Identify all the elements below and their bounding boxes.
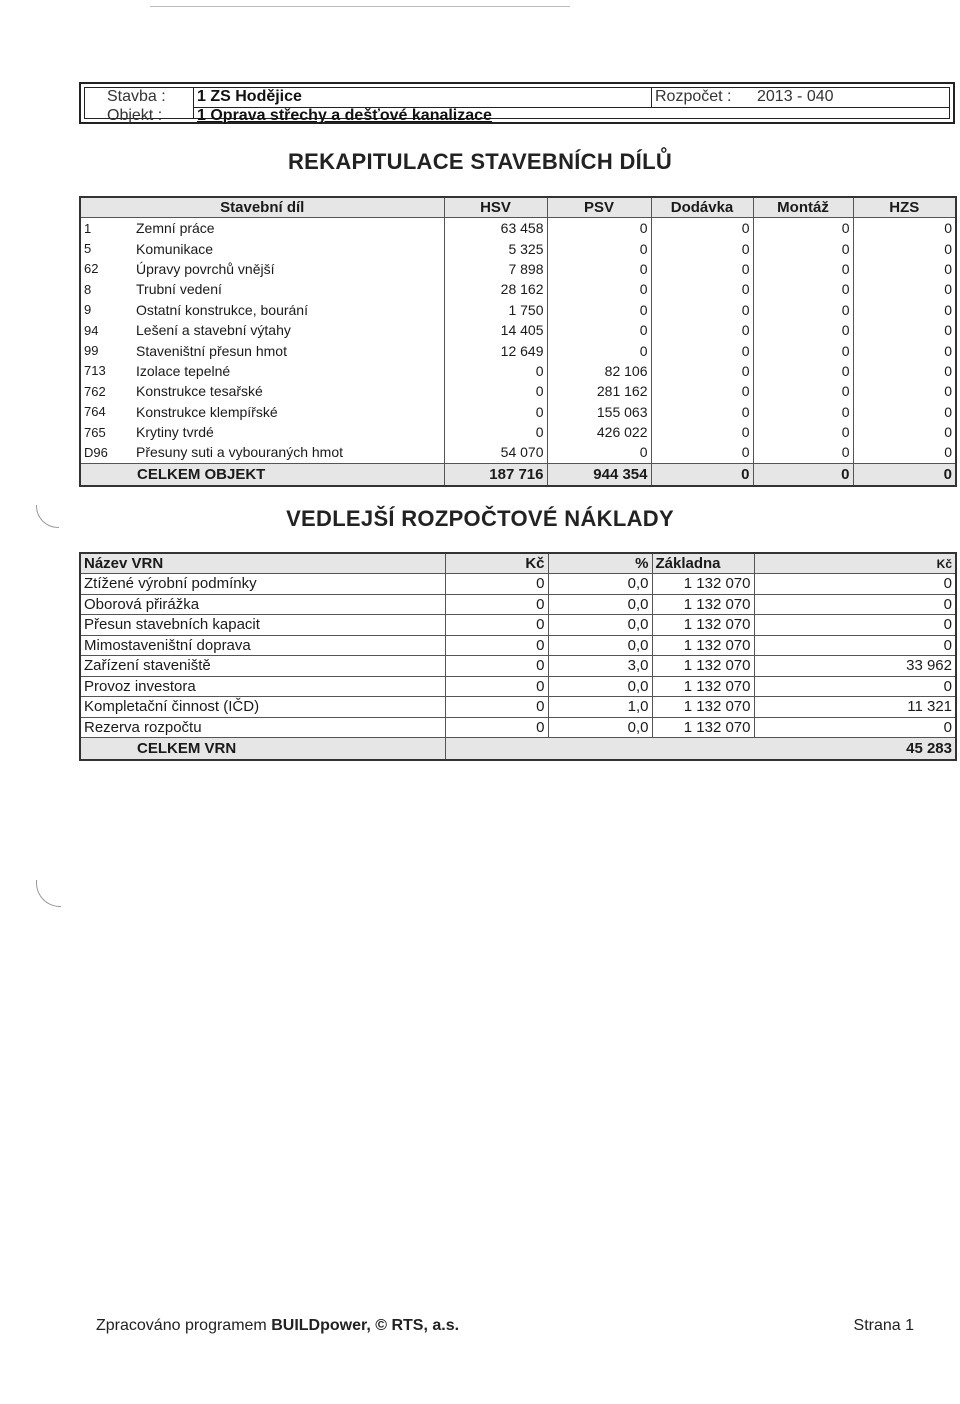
montaz-cell: 0 bbox=[753, 402, 853, 422]
table-row bbox=[80, 717, 956, 738]
footer-text bbox=[96, 1317, 459, 1335]
table-header-row bbox=[80, 197, 956, 218]
total-vrn: 45 283 bbox=[445, 738, 956, 761]
psv-cell: 0 bbox=[547, 279, 651, 299]
hzs-cell: 0 bbox=[853, 402, 956, 422]
vrn-kc: 0 bbox=[445, 615, 548, 636]
hsv-cell: 63 458 bbox=[444, 218, 547, 239]
vrn-kc: 0 bbox=[445, 717, 548, 738]
vrn-percent: 0,0 bbox=[548, 635, 652, 656]
table-row bbox=[80, 442, 956, 463]
hzs-cell: 0 bbox=[853, 340, 956, 360]
table-row bbox=[80, 635, 956, 656]
scan-mark bbox=[36, 880, 61, 907]
total-hzs: 0 bbox=[853, 463, 956, 486]
vrn-percent: 0,0 bbox=[548, 676, 652, 697]
hsv-cell: 12 649 bbox=[444, 340, 547, 360]
vrn-percent: 3,0 bbox=[548, 656, 652, 677]
montaz-cell: 0 bbox=[753, 300, 853, 320]
row-code: 762 bbox=[80, 381, 130, 401]
col-header: % bbox=[548, 553, 652, 574]
col-header: Kč bbox=[754, 553, 956, 574]
table-row bbox=[80, 697, 956, 718]
recap-table bbox=[79, 196, 957, 487]
row-code: 9 bbox=[80, 300, 130, 320]
hsv-cell: 7 898 bbox=[444, 259, 547, 279]
hzs-cell: 0 bbox=[853, 320, 956, 340]
vrn-name: Provoz investora bbox=[80, 676, 445, 697]
vrn-base: 1 132 070 bbox=[652, 717, 754, 738]
header-divider bbox=[651, 88, 652, 107]
table-row bbox=[80, 594, 956, 615]
total-row bbox=[80, 738, 956, 761]
dodavka-cell: 0 bbox=[651, 340, 753, 360]
table-row bbox=[80, 656, 956, 677]
scan-edge-line bbox=[150, 6, 570, 7]
header-divider bbox=[193, 88, 194, 118]
vrn-name: Mimostaveništní doprava bbox=[80, 635, 445, 656]
table-header-row bbox=[80, 553, 956, 574]
hsv-cell: 0 bbox=[444, 361, 547, 381]
vrn-amount: 0 bbox=[754, 615, 956, 636]
col-header: HSV bbox=[444, 197, 547, 218]
vrn-amount: 0 bbox=[754, 717, 956, 738]
dodavka-cell: 0 bbox=[651, 320, 753, 340]
vrn-percent: 0,0 bbox=[548, 615, 652, 636]
table-row bbox=[80, 574, 956, 595]
vrn-kc: 0 bbox=[445, 676, 548, 697]
hsv-cell: 54 070 bbox=[444, 442, 547, 463]
psv-cell: 155 063 bbox=[547, 402, 651, 422]
row-name: Trubní vedení bbox=[130, 279, 444, 299]
total-label: CELKEM OBJEKT bbox=[80, 463, 444, 486]
vrn-table bbox=[79, 552, 957, 761]
table-row bbox=[80, 402, 956, 422]
hsv-cell: 0 bbox=[444, 402, 547, 422]
row-name: Přesuny suti a vybouraných hmot bbox=[130, 442, 444, 463]
vrn-base: 1 132 070 bbox=[652, 676, 754, 697]
montaz-cell: 0 bbox=[753, 340, 853, 360]
total-label: CELKEM VRN bbox=[80, 738, 445, 761]
montaz-cell: 0 bbox=[753, 320, 853, 340]
col-header: Kč bbox=[445, 553, 548, 574]
psv-cell: 281 162 bbox=[547, 381, 651, 401]
total-montaz: 0 bbox=[753, 463, 853, 486]
row-code: 713 bbox=[80, 361, 130, 381]
hzs-cell: 0 bbox=[853, 279, 956, 299]
row-name: Ostatní konstrukce, bourání bbox=[130, 300, 444, 320]
total-hsv: 187 716 bbox=[444, 463, 547, 486]
rozpocet-value: 2013 - 040 bbox=[757, 88, 834, 105]
table-row bbox=[80, 676, 956, 697]
hzs-cell: 0 bbox=[853, 361, 956, 381]
col-header: Název VRN bbox=[80, 553, 445, 574]
table-row bbox=[80, 615, 956, 636]
hsv-cell: 28 162 bbox=[444, 279, 547, 299]
vrn-name: Zařízení staveniště bbox=[80, 656, 445, 677]
stavba-label: Stavba : bbox=[107, 88, 166, 105]
psv-cell: 0 bbox=[547, 259, 651, 279]
row-name: Izolace tepelné bbox=[130, 361, 444, 381]
row-name: Lešení a stavební výtahy bbox=[130, 320, 444, 340]
hsv-cell: 0 bbox=[444, 381, 547, 401]
total-psv: 944 354 bbox=[547, 463, 651, 486]
hzs-cell: 0 bbox=[853, 238, 956, 258]
table-row bbox=[80, 279, 956, 299]
psv-cell: 0 bbox=[547, 300, 651, 320]
dodavka-cell: 0 bbox=[651, 422, 753, 442]
table-row bbox=[80, 422, 956, 442]
project-header bbox=[79, 82, 955, 124]
col-header: Montáž bbox=[753, 197, 853, 218]
vrn-base: 1 132 070 bbox=[652, 635, 754, 656]
hzs-cell: 0 bbox=[853, 422, 956, 442]
vrn-name: Ztížené výrobní podmínky bbox=[80, 574, 445, 595]
dodavka-cell: 0 bbox=[651, 238, 753, 258]
vrn-kc: 0 bbox=[445, 697, 548, 718]
objekt-label: Objekt : bbox=[107, 107, 163, 124]
row-name: Zemní práce bbox=[130, 218, 444, 239]
montaz-cell: 0 bbox=[753, 238, 853, 258]
dodavka-cell: 0 bbox=[651, 259, 753, 279]
hsv-cell: 14 405 bbox=[444, 320, 547, 340]
rozpocet-label: Rozpočet : bbox=[655, 88, 732, 105]
row-code: 94 bbox=[80, 320, 130, 340]
row-name: Krytiny tvrdé bbox=[130, 422, 444, 442]
total-dodavka: 0 bbox=[651, 463, 753, 486]
hsv-cell: 0 bbox=[444, 422, 547, 442]
row-name: Konstrukce tesařské bbox=[130, 381, 444, 401]
row-code: 1 bbox=[80, 218, 130, 239]
table-row bbox=[80, 320, 956, 340]
table-row bbox=[80, 218, 956, 239]
montaz-cell: 0 bbox=[753, 361, 853, 381]
section-title: VEDLEJŠÍ ROZPOČTOVÉ NÁKLADY bbox=[286, 506, 674, 531]
vrn-percent: 0,0 bbox=[548, 717, 652, 738]
vrn-kc: 0 bbox=[445, 594, 548, 615]
row-code: D96 bbox=[80, 442, 130, 463]
hzs-cell: 0 bbox=[853, 300, 956, 320]
row-code: 99 bbox=[80, 340, 130, 360]
dodavka-cell: 0 bbox=[651, 300, 753, 320]
vrn-name: Oborová přirážka bbox=[80, 594, 445, 615]
psv-cell: 426 022 bbox=[547, 422, 651, 442]
vrn-base: 1 132 070 bbox=[652, 615, 754, 636]
montaz-cell: 0 bbox=[753, 279, 853, 299]
vrn-percent: 1,0 bbox=[548, 697, 652, 718]
col-header: Stavební díl bbox=[80, 197, 444, 218]
table-row bbox=[80, 300, 956, 320]
montaz-cell: 0 bbox=[753, 422, 853, 442]
table-row bbox=[80, 259, 956, 279]
footer-prefix: Zpracováno programem bbox=[96, 1317, 267, 1334]
dodavka-cell: 0 bbox=[651, 218, 753, 239]
row-code: 765 bbox=[80, 422, 130, 442]
vrn-base: 1 132 070 bbox=[652, 697, 754, 718]
vrn-amount: 0 bbox=[754, 594, 956, 615]
table-row bbox=[80, 340, 956, 360]
vrn-base: 1 132 070 bbox=[652, 594, 754, 615]
header-frame bbox=[84, 87, 950, 124]
row-name: Staveništní přesun hmot bbox=[130, 340, 444, 360]
row-code: 62 bbox=[80, 259, 130, 279]
row-code: 764 bbox=[80, 402, 130, 422]
dodavka-cell: 0 bbox=[651, 402, 753, 422]
objekt-value: 1 Oprava střechy a dešťové kanalizace bbox=[197, 107, 492, 124]
row-code: 8 bbox=[80, 279, 130, 299]
psv-cell: 82 106 bbox=[547, 361, 651, 381]
dodavka-cell: 0 bbox=[651, 361, 753, 381]
col-header: HZS bbox=[853, 197, 956, 218]
row-name: Konstrukce klempířské bbox=[130, 402, 444, 422]
dodavka-cell: 0 bbox=[651, 442, 753, 463]
footer-copyright: © RTS, a.s. bbox=[375, 1317, 460, 1334]
dodavka-cell: 0 bbox=[651, 381, 753, 401]
vrn-base: 1 132 070 bbox=[652, 656, 754, 677]
section-title: REKAPITULACE STAVEBNÍCH DÍLŮ bbox=[287, 149, 673, 174]
vrn-kc: 0 bbox=[445, 635, 548, 656]
vrn-amount: 11 321 bbox=[754, 697, 956, 718]
psv-cell: 0 bbox=[547, 218, 651, 239]
table-row bbox=[80, 361, 956, 381]
col-header: PSV bbox=[547, 197, 651, 218]
stavba-value: 1 ZS Hodějice bbox=[197, 88, 302, 105]
psv-cell: 0 bbox=[547, 340, 651, 360]
hzs-cell: 0 bbox=[853, 442, 956, 463]
vrn-base: 1 132 070 bbox=[652, 574, 754, 595]
page-number: Strana 1 bbox=[853, 1317, 914, 1334]
vrn-amount: 0 bbox=[754, 676, 956, 697]
hsv-cell: 1 750 bbox=[444, 300, 547, 320]
col-header: Základna bbox=[652, 553, 754, 574]
montaz-cell: 0 bbox=[753, 259, 853, 279]
table-row bbox=[80, 381, 956, 401]
vrn-name: Rezerva rozpočtu bbox=[80, 717, 445, 738]
vrn-amount: 33 962 bbox=[754, 656, 956, 677]
total-row bbox=[80, 463, 956, 486]
montaz-cell: 0 bbox=[753, 442, 853, 463]
vrn-percent: 0,0 bbox=[548, 574, 652, 595]
row-name: Komunikace bbox=[130, 238, 444, 258]
col-header: Dodávka bbox=[651, 197, 753, 218]
vrn-kc: 0 bbox=[445, 574, 548, 595]
psv-cell: 0 bbox=[547, 442, 651, 463]
hsv-cell: 5 325 bbox=[444, 238, 547, 258]
table-row bbox=[80, 238, 956, 258]
vrn-amount: 0 bbox=[754, 635, 956, 656]
vrn-percent: 0,0 bbox=[548, 594, 652, 615]
vrn-amount: 0 bbox=[754, 574, 956, 595]
row-name: Úpravy povrchů vnější bbox=[130, 259, 444, 279]
psv-cell: 0 bbox=[547, 320, 651, 340]
footer-program: BUILDpower, bbox=[271, 1317, 371, 1334]
hzs-cell: 0 bbox=[853, 381, 956, 401]
vrn-name: Přesun stavebních kapacit bbox=[80, 615, 445, 636]
montaz-cell: 0 bbox=[753, 381, 853, 401]
vrn-kc: 0 bbox=[445, 656, 548, 677]
row-code: 5 bbox=[80, 238, 130, 258]
montaz-cell: 0 bbox=[753, 218, 853, 239]
hzs-cell: 0 bbox=[853, 218, 956, 239]
hzs-cell: 0 bbox=[853, 259, 956, 279]
vrn-name: Kompletační činnost (IČD) bbox=[80, 697, 445, 718]
dodavka-cell: 0 bbox=[651, 279, 753, 299]
psv-cell: 0 bbox=[547, 238, 651, 258]
